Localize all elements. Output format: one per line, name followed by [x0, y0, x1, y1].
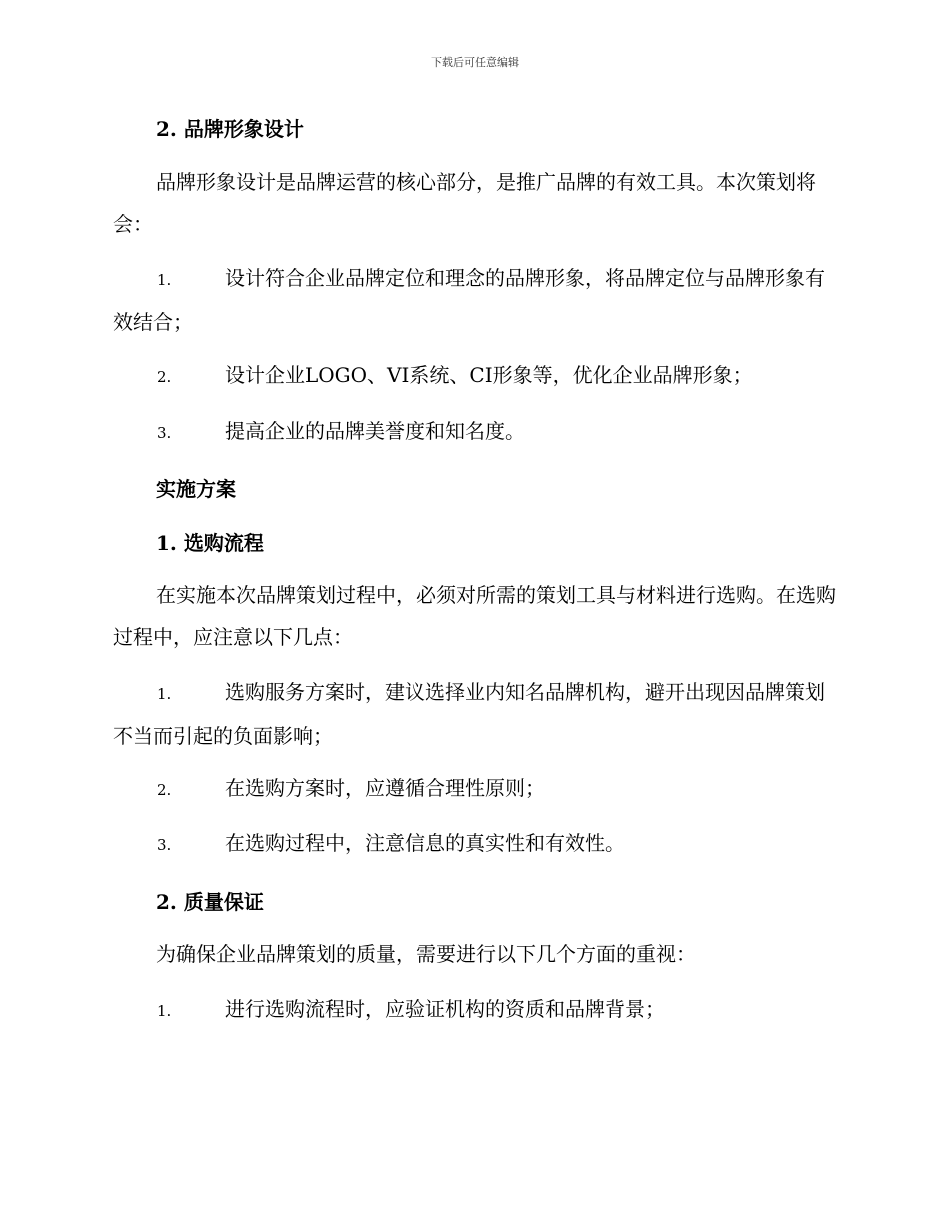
paragraph-quality-intro: 为确保企业品牌策划的质量，需要进行以下几个方面的重视：: [156, 942, 696, 966]
list-item-text: 提高企业的品牌美誉度和知名度。: [225, 419, 525, 443]
list-item: [113, 257, 843, 343]
paragraph-purchase-intro: 在实施本次品牌策划过程中，必须对所需的策划工具与材料进行选购。在选购过程中，应注意以下几点：: [113, 583, 836, 649]
page-header-note: 下载后可任意编辑: [431, 56, 519, 69]
list-item-number: 2.: [157, 368, 172, 386]
list-item: [113, 822, 843, 866]
list-item-text: 在选购方案时，应遵循合理性原则；: [225, 776, 545, 800]
list-item-number: 1.: [157, 1002, 172, 1020]
section-heading-implementation: 实施方案: [156, 477, 236, 501]
list-item-text: 设计企业LOGO、VI系统、CI形象等，优化企业品牌形象；: [225, 363, 753, 387]
list-item-number: 3.: [157, 424, 172, 442]
list-item-number: 1.: [157, 271, 172, 289]
list-item: [113, 671, 843, 757]
section-heading-brand-image: 2. 品牌形象设计: [156, 117, 304, 141]
section-heading-quality: 2. 质量保证: [156, 890, 264, 914]
section-heading-purchase: 1. 选购流程: [156, 531, 264, 555]
list-item-text: 在选购过程中，注意信息的真实性和有效性。: [225, 831, 625, 855]
list-item-number: 2.: [157, 781, 172, 799]
list-item: [113, 354, 843, 398]
list-item-text: 进行选购流程时，应验证机构的资质和品牌背景；: [225, 997, 665, 1021]
list-item-number: 1.: [157, 685, 172, 703]
list-item-text: 选购服务方案时，建议选择业内知名品牌机构，避开出现因品牌策划不当而引起的负面影响；: [113, 680, 825, 748]
list-item-number: 3.: [157, 836, 172, 854]
paragraph-brand-image-intro: 品牌形象设计是品牌运营的核心部分，是推广品牌的有效工具。本次策划将会：: [113, 170, 816, 236]
list-item: [113, 410, 843, 454]
list-item-text: 设计符合企业品牌定位和理念的品牌形象，将品牌定位与品牌形象有效结合；: [113, 266, 825, 334]
list-item: [113, 767, 843, 811]
list-item: [113, 988, 843, 1032]
